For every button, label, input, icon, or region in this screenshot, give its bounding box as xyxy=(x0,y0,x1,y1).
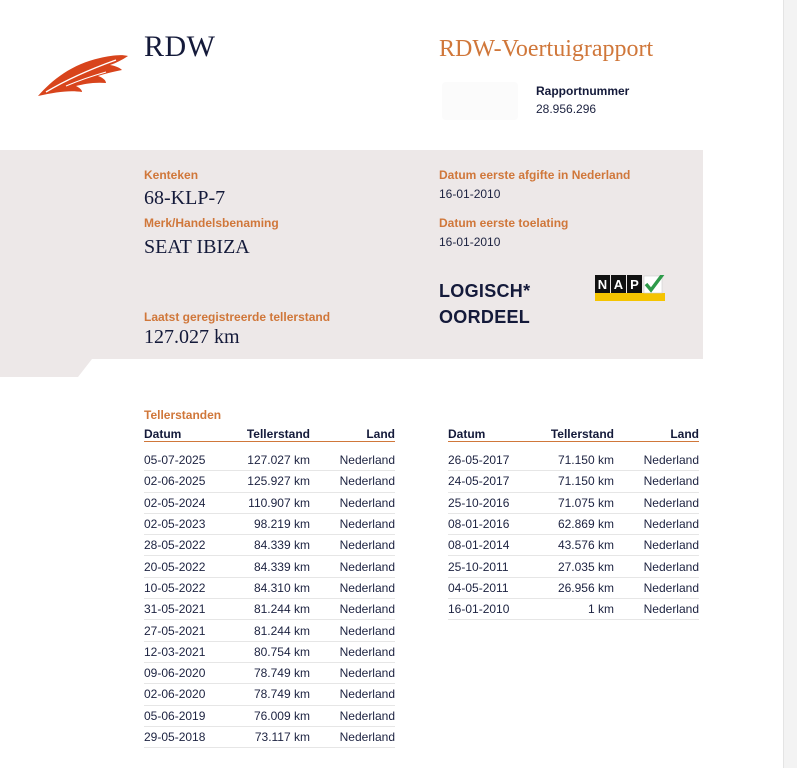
reading-country: Nederland xyxy=(614,513,699,534)
reading-country: Nederland xyxy=(614,556,699,577)
col-country: Land xyxy=(310,427,395,442)
reading-date: 25-10-2016 xyxy=(448,492,540,513)
reading-country: Nederland xyxy=(310,492,395,513)
reading-country: Nederland xyxy=(310,599,395,620)
readings-table-right xyxy=(448,427,699,620)
reading-km: 81.244 km xyxy=(236,620,310,641)
reading-date: 09-06-2020 xyxy=(144,662,236,683)
reading-date: 08-01-2016 xyxy=(448,513,540,534)
nap-letter-p: P xyxy=(630,277,639,292)
reading-km: 27.035 km xyxy=(540,556,614,577)
table-row xyxy=(144,620,395,641)
table-row xyxy=(144,577,395,598)
vehicle-summary-band xyxy=(0,150,703,377)
reading-km: 76.009 km xyxy=(236,705,310,726)
table-row xyxy=(144,599,395,620)
table-row xyxy=(144,450,395,471)
col-country: Land xyxy=(614,427,699,442)
reading-country: Nederland xyxy=(310,513,395,534)
reading-date: 02-05-2024 xyxy=(144,492,236,513)
reading-date: 02-05-2023 xyxy=(144,513,236,534)
reading-date: 05-07-2025 xyxy=(144,450,236,471)
reading-country: Nederland xyxy=(310,705,395,726)
reading-km: 43.576 km xyxy=(540,535,614,556)
reading-km: 110.907 km xyxy=(236,492,310,513)
first-admission-value: 16-01-2010 xyxy=(439,235,501,249)
reading-date: 12-03-2021 xyxy=(144,641,236,662)
table-row xyxy=(144,513,395,534)
table-row xyxy=(144,556,395,577)
reading-km: 84.339 km xyxy=(236,556,310,577)
reading-date: 05-06-2019 xyxy=(144,705,236,726)
plate-value: 68-KLP-7 xyxy=(144,187,226,209)
reading-date: 26-05-2017 xyxy=(448,450,540,471)
report-number-label: Rapportnummer xyxy=(536,84,630,98)
reading-country: Nederland xyxy=(614,535,699,556)
reading-km: 127.027 km xyxy=(236,450,310,471)
report-title: RDW-Voertuigrapport xyxy=(439,36,654,62)
rdw-logo-icon xyxy=(36,50,130,100)
table-row xyxy=(144,726,395,747)
reading-km: 84.339 km xyxy=(236,535,310,556)
table-row xyxy=(144,492,395,513)
reading-country: Nederland xyxy=(310,450,395,471)
reading-km: 1 km xyxy=(540,599,614,620)
table-row xyxy=(448,513,699,534)
verdict-line-1: LOGISCH* xyxy=(439,281,531,301)
reading-km: 84.310 km xyxy=(236,577,310,598)
reading-km: 98.219 km xyxy=(236,513,310,534)
nap-letter-n: N xyxy=(597,277,608,292)
reading-date: 24-05-2017 xyxy=(448,471,540,492)
nap-letter-a: A xyxy=(613,277,624,292)
reading-country: Nederland xyxy=(310,641,395,662)
reading-date: 02-06-2020 xyxy=(144,684,236,705)
first-admission-label: Datum eerste toelating xyxy=(439,216,569,230)
reading-country: Nederland xyxy=(614,577,699,598)
table-row xyxy=(448,535,699,556)
table-row xyxy=(144,535,395,556)
reading-country: Nederland xyxy=(310,535,395,556)
odometer-value: 127.027 km xyxy=(144,326,240,348)
reading-km: 62.869 km xyxy=(540,513,614,534)
reading-date: 28-05-2022 xyxy=(144,535,236,556)
reading-km: 78.749 km xyxy=(236,684,310,705)
reading-date: 20-05-2022 xyxy=(144,556,236,577)
reading-date: 16-01-2010 xyxy=(448,599,540,620)
first-nl-value: 16-01-2010 xyxy=(439,187,501,201)
odometer-label: Laatst geregistreerde tellerstand xyxy=(144,310,331,324)
reading-country: Nederland xyxy=(614,599,699,620)
reading-km: 80.754 km xyxy=(236,641,310,662)
reading-country: Nederland xyxy=(310,662,395,683)
reading-km: 78.749 km xyxy=(236,662,310,683)
table-row xyxy=(448,577,699,598)
reading-date: 08-01-2014 xyxy=(448,535,540,556)
reading-date: 02-06-2025 xyxy=(144,471,236,492)
table-row xyxy=(448,599,699,620)
qr-code-placeholder xyxy=(442,82,518,120)
reading-date: 31-05-2021 xyxy=(144,599,236,620)
table-row xyxy=(144,641,395,662)
nap-bar xyxy=(595,293,665,301)
reading-country: Nederland xyxy=(310,684,395,705)
readings-title: Tellerstanden xyxy=(144,408,222,422)
reading-date: 29-05-2018 xyxy=(144,726,236,747)
table-row xyxy=(144,684,395,705)
table-row xyxy=(144,471,395,492)
reading-country: Nederland xyxy=(614,492,699,513)
reading-date: 04-05-2011 xyxy=(448,577,540,598)
reading-country: Nederland xyxy=(310,556,395,577)
col-date: Datum xyxy=(144,427,236,442)
table-row xyxy=(144,705,395,726)
reading-country: Nederland xyxy=(310,620,395,641)
reading-country: Nederland xyxy=(310,471,395,492)
page-edge xyxy=(783,0,797,768)
col-km: Tellerstand xyxy=(236,427,310,442)
verdict-line-2: OORDEEL xyxy=(439,307,531,327)
reading-country: Nederland xyxy=(310,577,395,598)
reading-km: 125.927 km xyxy=(236,471,310,492)
make-label: Merk/Handelsbenaming xyxy=(144,216,279,230)
table-row xyxy=(448,492,699,513)
brand-name: RDW xyxy=(144,30,216,63)
first-nl-label: Datum eerste afgifte in Nederland xyxy=(439,168,631,182)
nap-logo xyxy=(595,275,665,302)
reading-km: 71.150 km xyxy=(540,450,614,471)
col-km: Tellerstand xyxy=(540,427,614,442)
plate-label: Kenteken xyxy=(144,168,199,182)
readings-table-left xyxy=(144,427,395,748)
table-row xyxy=(448,450,699,471)
reading-date: 25-10-2011 xyxy=(448,556,540,577)
reading-km: 73.117 km xyxy=(236,726,310,747)
reading-country: Nederland xyxy=(310,726,395,747)
make-value: SEAT IBIZA xyxy=(144,236,250,258)
table-row xyxy=(448,471,699,492)
reading-km: 81.244 km xyxy=(236,599,310,620)
table-row xyxy=(144,662,395,683)
reading-date: 10-05-2022 xyxy=(144,577,236,598)
reading-country: Nederland xyxy=(614,471,699,492)
reading-country: Nederland xyxy=(614,450,699,471)
reading-km: 71.150 km xyxy=(540,471,614,492)
table-row xyxy=(448,556,699,577)
reading-km: 71.075 km xyxy=(540,492,614,513)
reading-date: 27-05-2021 xyxy=(144,620,236,641)
report-number: 28.956.296 xyxy=(536,102,597,116)
reading-km: 26.956 km xyxy=(540,577,614,598)
col-date: Datum xyxy=(448,427,540,442)
